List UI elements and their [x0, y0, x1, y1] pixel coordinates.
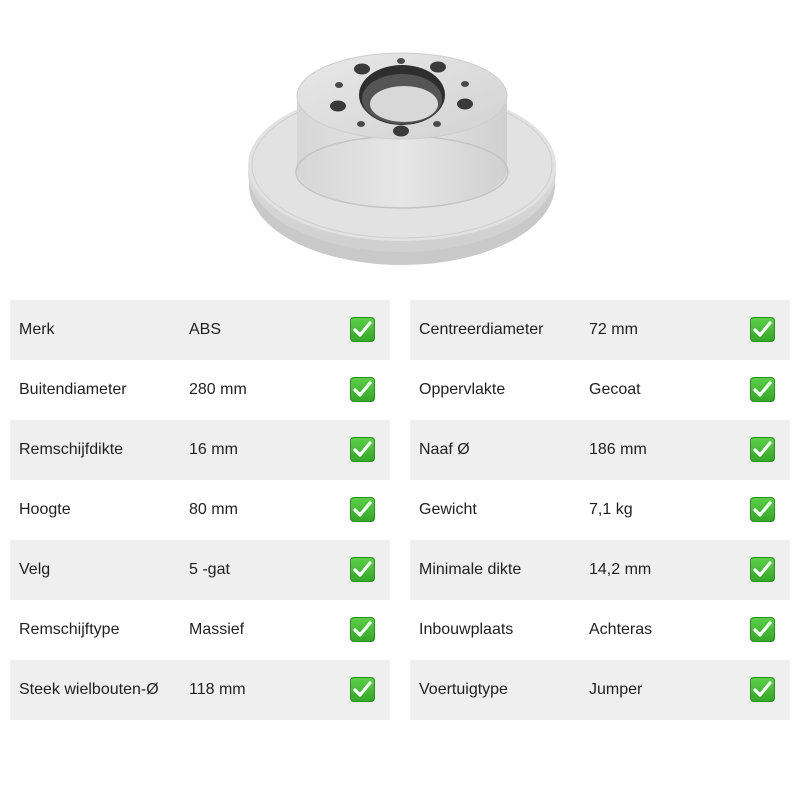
spec-label: Merk	[19, 321, 55, 338]
spec-label: Centreerdiameter	[419, 321, 544, 338]
spec-label: Gewicht	[419, 501, 477, 518]
spec-label: Hoogte	[19, 501, 71, 518]
spec-row	[410, 300, 790, 360]
spec-row	[410, 480, 790, 540]
product-image	[0, 0, 800, 290]
spec-row	[10, 540, 390, 600]
check-icon	[350, 557, 375, 582]
check-icon	[350, 377, 375, 402]
spec-row	[10, 420, 390, 480]
check-icon	[750, 497, 775, 522]
check-icon	[750, 377, 775, 402]
spec-label: Oppervlakte	[419, 381, 506, 398]
check-icon	[350, 317, 375, 342]
check-icon	[750, 557, 775, 582]
spec-label: Inbouwplaats	[419, 621, 514, 638]
spec-value: 186 mm	[589, 441, 647, 458]
spec-row	[410, 600, 790, 660]
spec-value: 7,1 kg	[589, 501, 633, 518]
spec-row	[10, 660, 390, 720]
spec-value: ABS	[189, 321, 222, 338]
spec-value: 16 mm	[189, 441, 238, 458]
spec-row	[10, 480, 390, 540]
brake-disc-icon	[0, 0, 800, 290]
spec-row	[410, 660, 790, 720]
spec-row	[410, 360, 790, 420]
check-icon	[750, 437, 775, 462]
spec-value: Jumper	[589, 681, 643, 698]
spec-label: Naaf Ø	[419, 441, 470, 458]
check-icon	[350, 617, 375, 642]
check-icon	[750, 677, 775, 702]
spec-label: Remschijftype	[19, 621, 120, 638]
spec-label: Velg	[19, 561, 51, 578]
spec-table-left	[10, 300, 390, 720]
check-icon	[350, 437, 375, 462]
spec-value: 5 -gat	[189, 561, 230, 578]
spec-label: Buitendiameter	[19, 381, 127, 398]
check-icon	[350, 497, 375, 522]
spec-label: Steek wielbouten-Ø	[19, 681, 159, 698]
spec-label: Minimale dikte	[419, 561, 522, 578]
spec-table-right	[410, 300, 790, 720]
check-icon	[350, 677, 375, 702]
spec-row	[410, 420, 790, 480]
spec-value: Massief	[189, 621, 245, 638]
spec-row	[10, 360, 390, 420]
spec-row	[10, 600, 390, 660]
check-icon	[750, 617, 775, 642]
spec-label: Remschijfdikte	[19, 441, 124, 458]
check-icon	[750, 317, 775, 342]
spec-row	[10, 300, 390, 360]
spec-value: Gecoat	[589, 381, 641, 398]
spec-value: 14,2 mm	[589, 561, 652, 578]
spec-row	[410, 540, 790, 600]
spec-value: 280 mm	[189, 381, 247, 398]
spec-value: 118 mm	[189, 681, 246, 698]
spec-value: Achteras	[589, 621, 653, 638]
spec-label: Voertuigtype	[419, 681, 508, 698]
spec-value: 80 mm	[189, 501, 238, 518]
spec-value: 72 mm	[589, 321, 638, 338]
